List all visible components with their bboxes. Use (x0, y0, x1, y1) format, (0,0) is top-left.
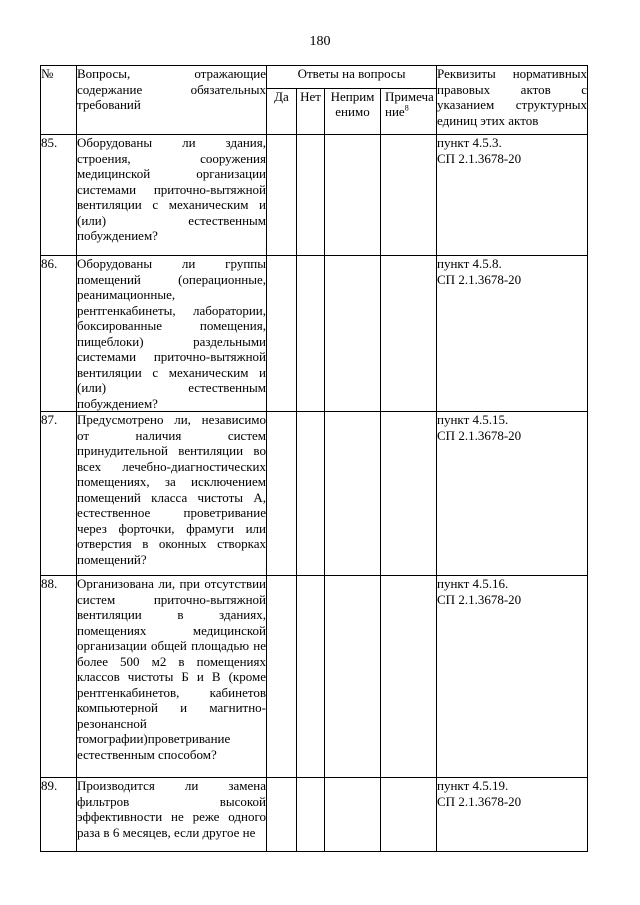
row-requisites (437, 576, 588, 778)
requisite-point: пункт 4.5.8. (437, 256, 502, 271)
answer-no-cell[interactable] (297, 778, 325, 852)
answer-no-cell[interactable] (297, 256, 325, 412)
table-row (41, 778, 588, 852)
row-question: Организована ли, при отсутствии систем приточно-вытяжной вентиляции в зданиях, помещениях медицинской организации общей площадью не более 500 м2 в помещениях классов чистоты Б и В (кроме рентгенкабинетов, кабинетов компьютерной и магнитно-резонансной томографии)проветривание естественным способом? (77, 576, 267, 778)
row-number: 88. (41, 576, 77, 778)
header-not-applicable: Неприм енимо (325, 89, 381, 135)
answer-no-cell[interactable] (297, 135, 325, 256)
header-note (381, 89, 437, 135)
row-question: Производится ли замена фильтров высокой эффективности не реже одного раза в 6 месяцев, если другое не (77, 778, 267, 852)
row-number: 87. (41, 412, 77, 576)
table-row (41, 256, 588, 412)
row-number: 86. (41, 256, 77, 412)
requisite-document: СП 2.1.3678-20 (437, 591, 522, 607)
answer-yes-cell[interactable] (267, 135, 297, 256)
answer-no-cell[interactable] (297, 576, 325, 778)
header-questions: Вопросы, отражающие содержание обязательных требований (77, 66, 267, 135)
header-requisites: Реквизиты нормативных правовых актов с указанием структурных единиц этих актов (437, 66, 588, 135)
row-number: 85. (41, 135, 77, 256)
row-number: 89. (41, 778, 77, 852)
requisite-point: пункт 4.5.19. (437, 778, 509, 793)
requisite-document: СП 2.1.3678-20 (437, 793, 522, 809)
header-row (41, 66, 588, 89)
checklist-table (40, 65, 588, 852)
table-row (41, 412, 588, 576)
answer-yes-cell[interactable] (267, 412, 297, 576)
requisite-point: пункт 4.5.15. (437, 412, 509, 427)
answer-no-cell[interactable] (297, 412, 325, 576)
answer-note-cell[interactable] (381, 135, 437, 256)
header-note-text: Примеча ние (385, 89, 434, 119)
header-number: № (41, 66, 77, 135)
row-question: Оборудованы ли группы помещений (операционные, реанимационные, рентгенкабинеты, лаборатории, боксированные помещения, пищеблоки) раздельными системами приточно-вытяжной вентиляции с механическим и (или) естественным побуждением? (77, 256, 266, 411)
requisite-point: пункт 4.5.16. (437, 576, 509, 591)
header-yes: Да (267, 89, 297, 135)
row-requisites (437, 135, 588, 256)
answer-note-cell[interactable] (381, 778, 437, 852)
table-row (41, 576, 588, 778)
row-requisites (437, 256, 588, 412)
answer-yes-cell[interactable] (267, 256, 297, 412)
answer-not-applicable-cell[interactable] (325, 256, 381, 412)
table-row (41, 135, 588, 256)
answer-not-applicable-cell[interactable] (325, 135, 381, 256)
answer-not-applicable-cell[interactable] (325, 412, 381, 576)
answer-note-cell[interactable] (381, 256, 437, 412)
header-note-footnote: 8 (404, 103, 409, 113)
row-requisites (437, 412, 588, 576)
answer-note-cell[interactable] (381, 412, 437, 576)
requisite-document: СП 2.1.3678-20 (437, 427, 522, 443)
requisite-document: СП 2.1.3678-20 (437, 271, 522, 287)
answer-not-applicable-cell[interactable] (325, 576, 381, 778)
row-question: Предусмотрено ли, независимо от наличия систем принудительной вентиляции во всех лечебно-диагностических помещениях, за исключением помещений класса чистоты А, естественное проветривание через форточки, фрамуги или отверстия в оконных створках помещений? (77, 412, 267, 576)
row-requisites (437, 778, 588, 852)
row-question: Оборудованы ли здания, строения, сооружения медицинской организации системами приточно-вытяжной вентиляции с механическим и (или) естественным побуждением? (77, 135, 267, 256)
header-answers: Ответы на вопросы (267, 66, 437, 89)
answer-yes-cell[interactable] (267, 778, 297, 852)
answer-yes-cell[interactable] (267, 576, 297, 778)
requisite-document: СП 2.1.3678-20 (437, 150, 522, 166)
answer-not-applicable-cell[interactable] (325, 778, 381, 852)
header-no: Нет (297, 89, 325, 135)
requisite-point: пункт 4.5.3. (437, 135, 502, 150)
page-number: 180 (309, 34, 331, 49)
answer-note-cell[interactable] (381, 576, 437, 778)
